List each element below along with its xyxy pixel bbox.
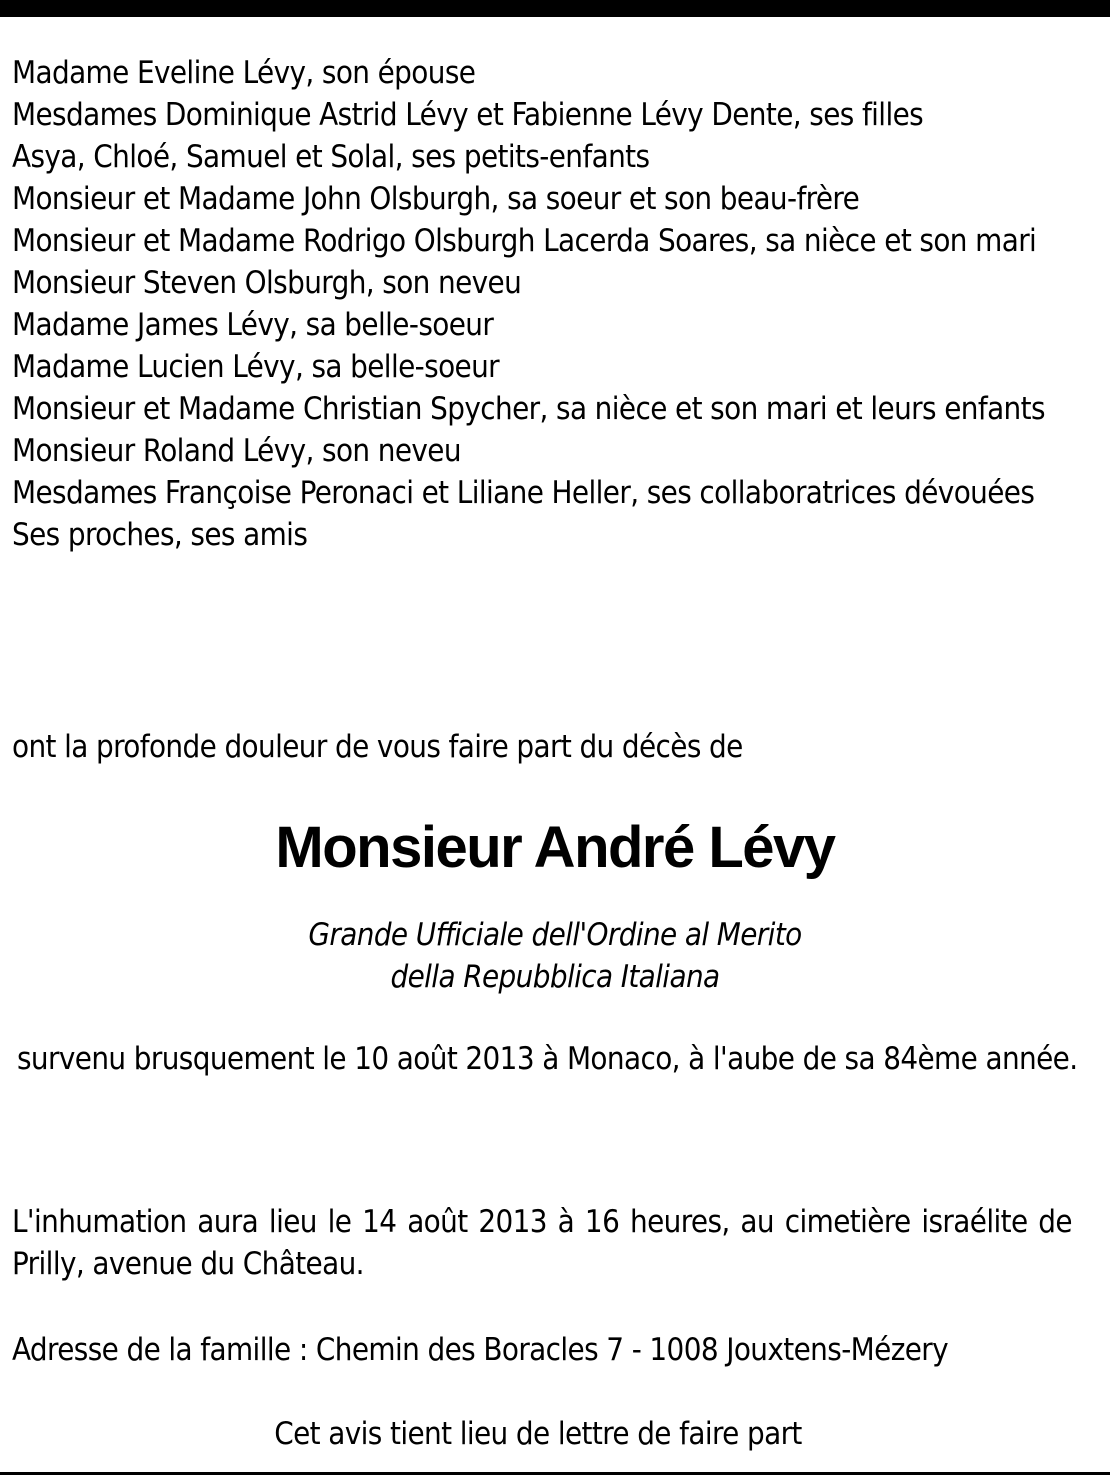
announcement-text: ont la profonde douleur de vous faire part du décès de [12, 729, 743, 765]
closing-notice: Cet avis tient lieu de lettre de faire part [274, 1416, 802, 1452]
passing-text: survenu brusquement le 10 août 2013 à Monaco, à l'aube de sa 84ème année. [17, 1041, 1078, 1077]
mourner-line: Madame James Lévy, sa belle-soeur [12, 307, 494, 343]
mourner-line: Asya, Chloé, Samuel et Solal, ses petits-enfants [12, 139, 650, 175]
mourners-list [12, 52, 1102, 556]
mourner-line: Ses proches, ses amis [12, 517, 308, 553]
top-border-rule [0, 0, 1110, 17]
burial-text: L'inhumation aura lieu le 14 août 2013 à 16 heures, au cimetière israélite de Prilly, avenue du Château. [12, 1204, 1072, 1282]
mourner-line: Monsieur Steven Olsburgh, son neveu [12, 265, 522, 301]
family-address: Adresse de la famille : Chemin des Boracles 7 - 1008 Jouxtens-Mézery [12, 1332, 949, 1368]
mourner-line: Monsieur et Madame Christian Spycher, sa nièce et son mari et leurs enfants [12, 391, 1045, 427]
deceased-name: Monsieur André Lévy [275, 815, 835, 880]
mourner-line: Monsieur Roland Lévy, son neveu [12, 433, 461, 469]
mourner-line: Madame Lucien Lévy, sa belle-soeur [12, 349, 500, 385]
honour-line-1: Grande Ufficiale dell'Ordine al Merito [308, 917, 802, 953]
mourner-line: Mesdames Françoise Peronaci et Liliane Heller, ses collaboratrices dévouées [12, 475, 1035, 511]
bottom-border-rule [0, 1472, 1110, 1475]
mourner-line: Madame Eveline Lévy, son épouse [12, 55, 476, 91]
mourner-line: Monsieur et Madame Rodrigo Olsburgh Lacerda Soares, sa nièce et son mari [12, 223, 1037, 259]
mourner-line: Mesdames Dominique Astrid Lévy et Fabienne Lévy Dente, ses filles [12, 97, 924, 133]
honour-title [0, 914, 1110, 998]
mourner-line: Monsieur et Madame John Olsburgh, sa soeur et son beau-frère [12, 181, 860, 217]
honour-line-2: della Repubblica Italiana [390, 959, 720, 995]
